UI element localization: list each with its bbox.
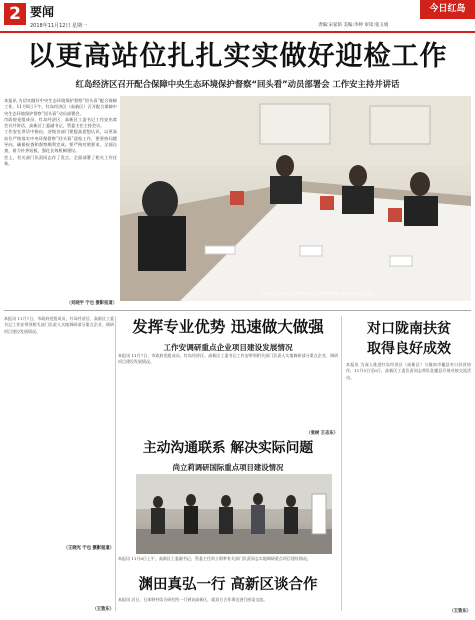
story4-body [118, 556, 338, 578]
date-line: 2018年11月12日 星期一 [30, 23, 88, 29]
lead-paragraph-1: 市政府党组成员、红岛经济区、高新区工委书记工作安出席会议并讲话，高新区工委副书记、管委主任主持会议。 [4, 116, 117, 129]
story3-intro: 本报讯 为深入推进红岛经济区（高新区）与陇南市徽县对口扶贫协作，11月5日至6日，高新区工委负责同志带队赴徽县开展对接交流活动。 [346, 362, 471, 380]
page-number-badge [4, 3, 26, 25]
lead-paragraph-3: 会上，有关部门负责同志作了发言，全面部署了相关工作任务。 [4, 154, 117, 166]
story3-byline: （王致东） [449, 609, 471, 614]
story3-body [346, 362, 471, 607]
lead-body-column [4, 98, 117, 298]
story5-headline: 渊田真弘一行 高新区谈合作 [138, 577, 318, 593]
section-divider [4, 310, 471, 311]
story2-byline: （张树 王志东） [306, 431, 338, 436]
lead-headline: 以更高站位扎扎实实做好迎检工作 [27, 41, 448, 72]
story5-intro: 本报讯 近日，日本野村综合研究所一行到访高新区，就双方合作事宜进行座谈交流。 [118, 597, 268, 602]
story2-headline: 发挥专业优势 迅速做大做强 [132, 318, 324, 336]
site-visit-illustration [136, 474, 332, 554]
left-column-text [4, 316, 114, 611]
story4-byline: （王晓光 宁也 摄影报道） [63, 546, 114, 551]
lead-photo-caption: 红岛经济区召开配合保障中央生态环境保护督察“回头看”动员部署会。 [260, 291, 378, 296]
lead-paragraph-2: 工作安在讲话中指出，各级各部门要提高思想认识，以更高站位严格落实中央环保督察“回头看”迎检工作，要坚持问题导向，确保检查和督察顺利完成。要严格对照要求，全面自查，着力补齐短板，强化长效机制建设。 [4, 129, 117, 154]
lead-intro-text: 本报讯 为切实做好中央生态环境保护督察“回头看”配合保障工作，11月8日下午，红岛经济区（高新区）召开配合保障中央生态环境保护督察“回头看”动员部署会。 [4, 98, 117, 116]
column-divider-right [341, 316, 342, 611]
meeting-scene-illustration [120, 96, 471, 301]
editors-line: 责编:宋家铭 美编:李婷 审读:张玉娟 [318, 23, 389, 28]
column-divider-left [115, 316, 116, 611]
brand-name: 今日红岛 [429, 4, 466, 14]
story4-headline: 主动沟通联系 解决实际问题 [142, 440, 314, 456]
story5-byline: （王致东） [92, 607, 114, 612]
story2-subhead: 工作安调研重点企业项目建设发展情况 [163, 343, 293, 352]
story3-headline: 对口陇南扶贫 [367, 321, 451, 337]
story4-intro: 本报讯 11月6日上午，高新区工委副书记、管委主任尚立莉率有关部门负责同志实地调研重点项目建设情况。 [118, 556, 311, 561]
lead-photo [120, 96, 471, 301]
story4-subhead: 尚立莉调研国际重点项目建设情况 [172, 463, 284, 472]
left-column-story2-text: 本报讯 11月7日，市政府党组成员、红岛经济区、高新区工委书记工作安带领相关部门负责人实地调研部分重点企业，调研项目建设发展情况。 [4, 316, 114, 334]
lead-subhead: 红岛经济区召开配合保障中央生态环境保护督察“回头看”动员部署会 工作安主持并讲话 [75, 79, 400, 89]
story2-body [118, 353, 338, 436]
story3-headline-line2: 取得良好成效 [367, 341, 451, 357]
story4-photo [136, 474, 332, 554]
lead-byline: （刘晓宇 宁也 摄影报道） [66, 301, 117, 306]
page-header [0, 0, 475, 36]
header-rule [0, 31, 475, 33]
story2-intro: 本报讯 11月7日，市政府党组成员、红岛经济区、高新区工委书记工作安带领相关部门负责人实地调研部分重点企业，调研项目建设发展情况。 [118, 353, 338, 365]
section-title: 要闻 [30, 5, 55, 19]
page-number: 2 [9, 4, 21, 24]
brand-tag [420, 0, 475, 19]
story5-body [118, 597, 338, 617]
